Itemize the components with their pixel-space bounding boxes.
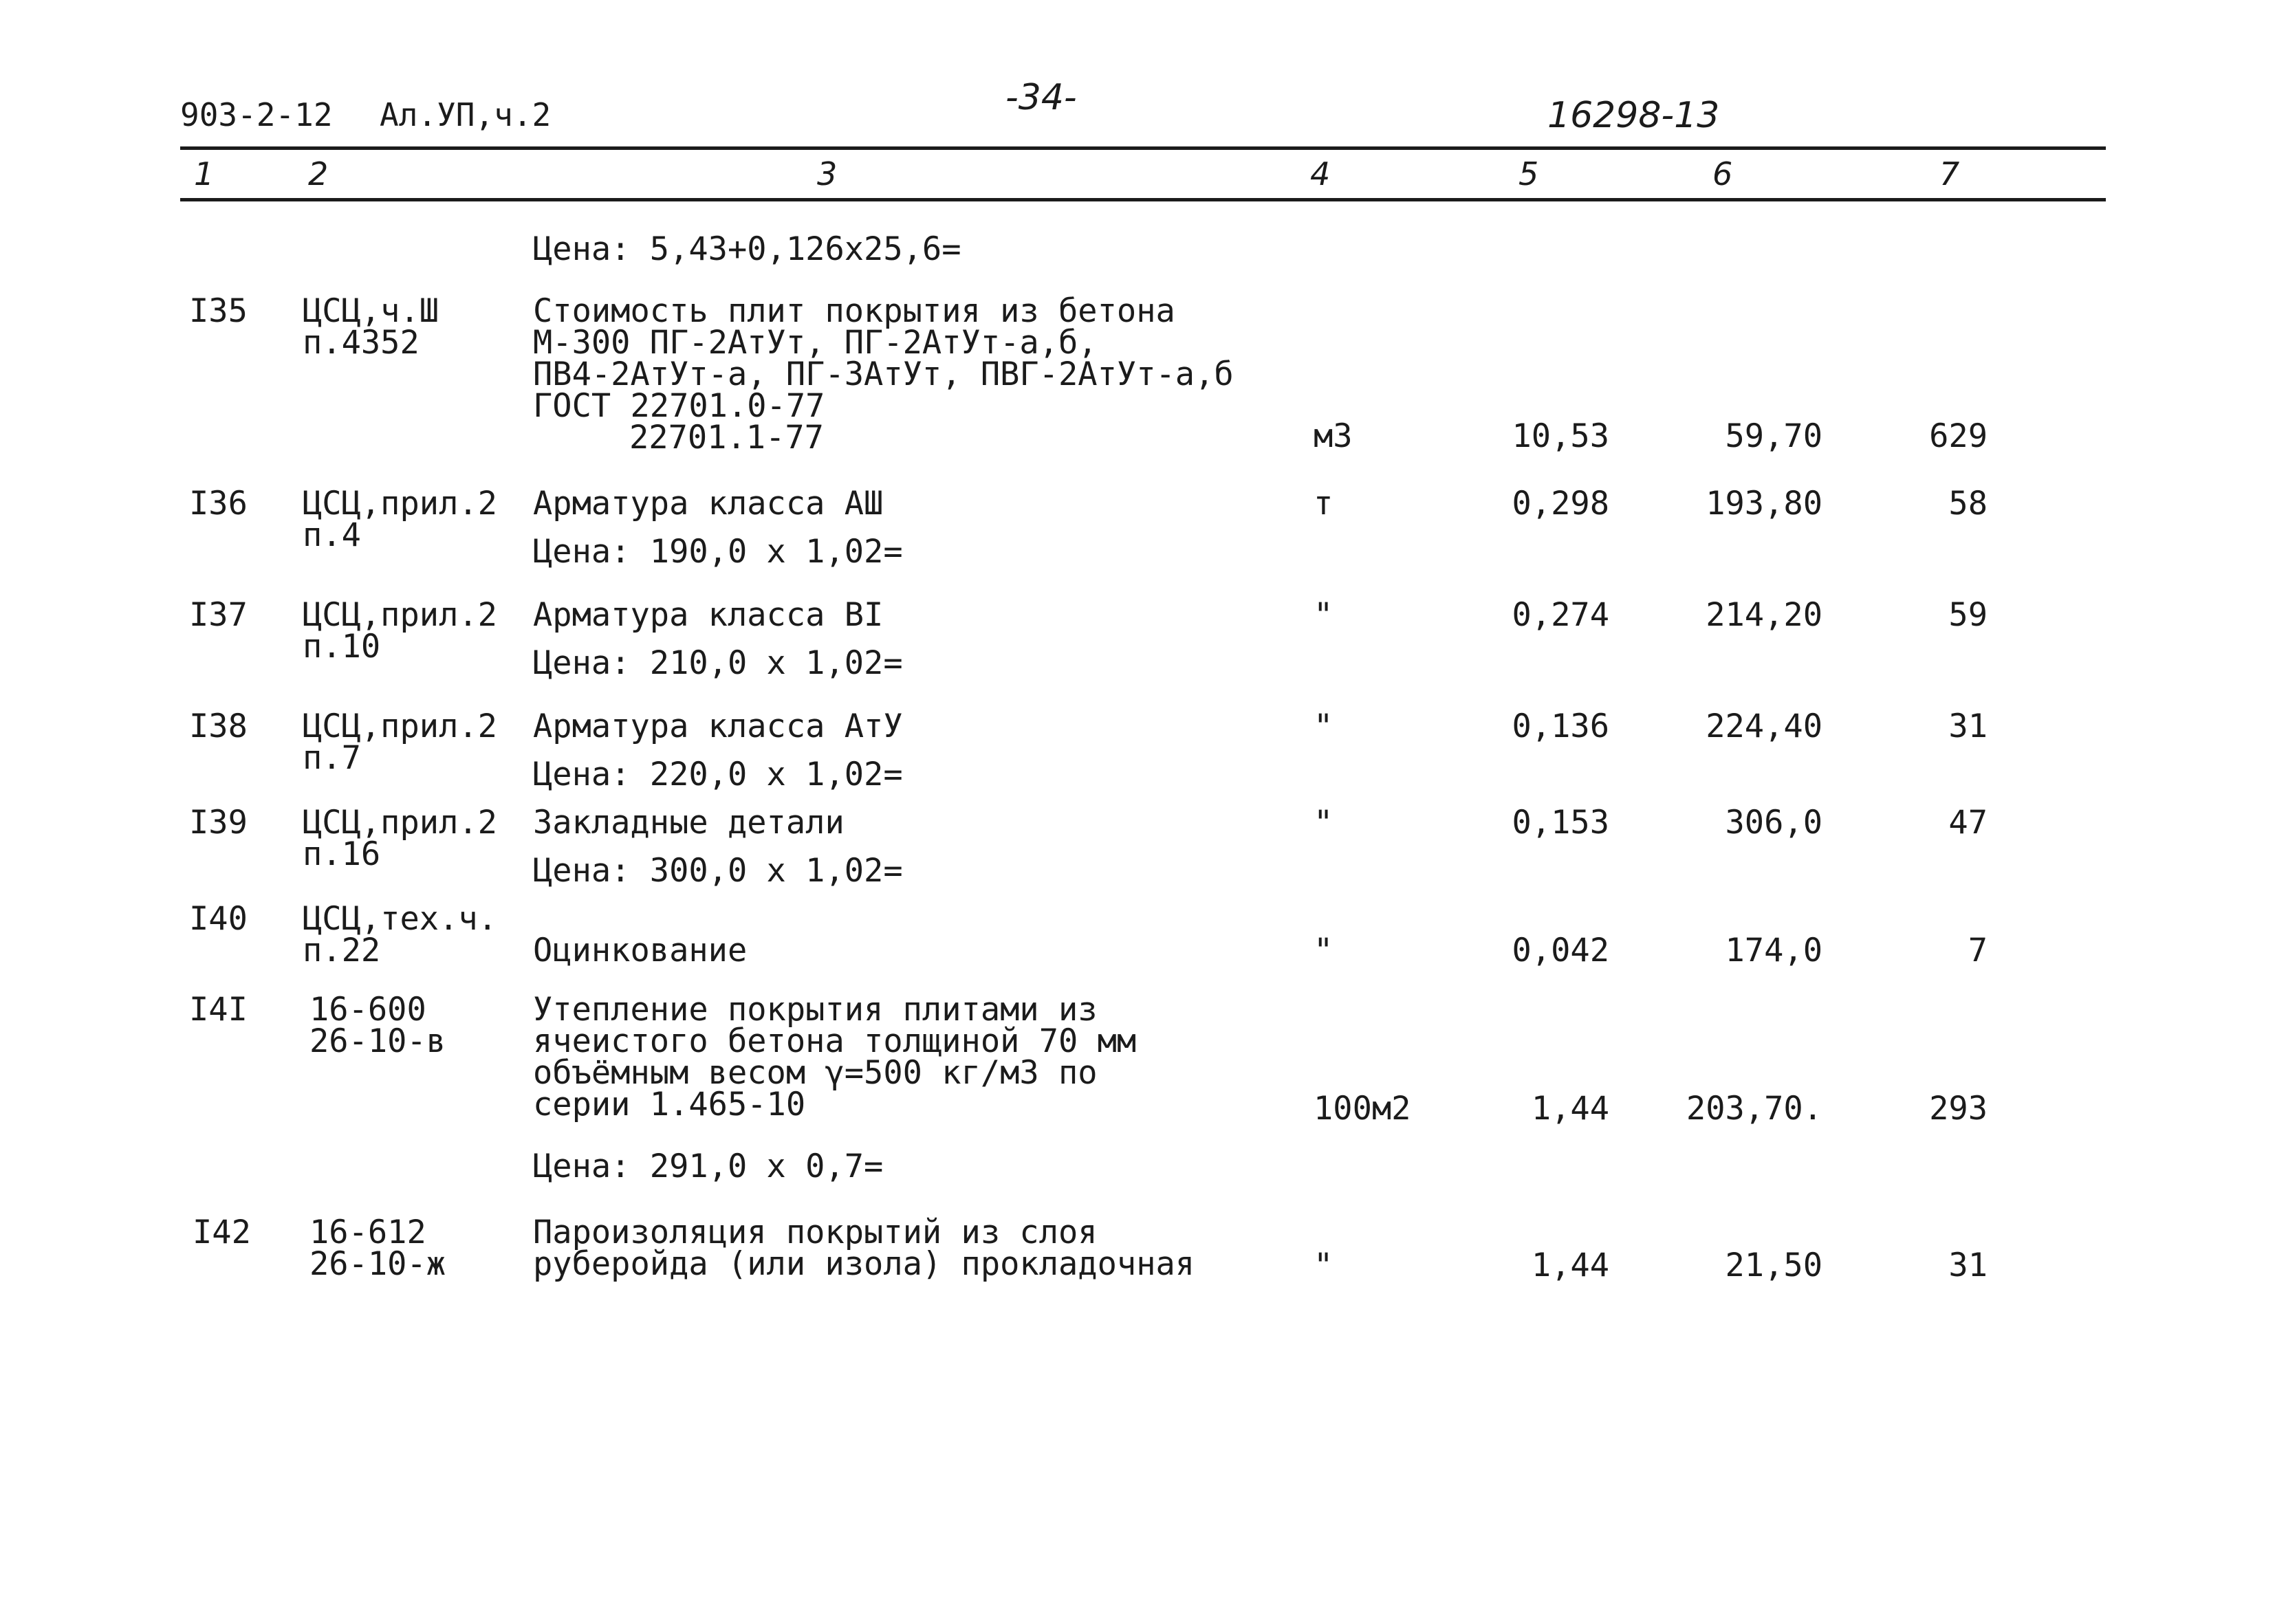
row-description: Арматура класса АтУ: [533, 707, 903, 745]
quantity: 1,44: [1531, 1090, 1609, 1128]
unit-price: 214,20: [1706, 596, 1822, 634]
quantity: 0,274: [1512, 596, 1609, 634]
description-line: Пароизоляция покрытий из слоя: [533, 1214, 1098, 1251]
quantity: 0,153: [1512, 804, 1609, 842]
code-line: п.4352: [303, 324, 420, 362]
unit-price: 306,0: [1725, 804, 1822, 842]
code-line: 16-600: [309, 991, 426, 1029]
description-line: руберойда (или изола) прокладочная: [533, 1245, 1195, 1283]
page-number: -34-: [1005, 77, 1077, 118]
quantity: 0,042: [1512, 932, 1609, 969]
description-line: ячеистого бетона толщиной 70 мм: [533, 1022, 1137, 1060]
code-line: ЦСЦ,прил.2: [303, 485, 497, 523]
row-number: I4I: [189, 991, 248, 1029]
code-line: 26-10-ж: [309, 1245, 446, 1283]
unit-price: 174,0: [1725, 932, 1822, 969]
row-code: [309, 1214, 446, 1283]
code-line: п.22: [303, 932, 381, 969]
quantity: 0,298: [1512, 485, 1609, 523]
unit-price: 193,80: [1706, 485, 1822, 523]
code-line: п.10: [303, 628, 381, 666]
description-line: М-300 ПГ-2АтУт, ПГ-2АтУт-а,б,: [533, 324, 1098, 362]
description-line: ГОСТ 22701.0-77: [533, 387, 825, 425]
quantity: 1,44: [1531, 1247, 1609, 1284]
code-line: п.4: [303, 516, 361, 554]
total-cost: 31: [1948, 707, 1988, 745]
row-code: [303, 804, 497, 873]
row-number: I40: [189, 900, 248, 938]
ditto-mark: ": [1314, 804, 1334, 842]
document-code: 903-2-12: [180, 96, 333, 133]
row-number: I36: [189, 485, 248, 523]
row-number: I38: [189, 707, 248, 745]
unit-price: 21,50: [1725, 1247, 1822, 1284]
code-line: 16-612: [309, 1214, 426, 1251]
ditto-mark: ": [1314, 596, 1334, 634]
column-number-4: 4: [1310, 155, 1331, 193]
unit: 100м2: [1314, 1090, 1411, 1128]
description-line: 22701.1-77: [629, 419, 824, 457]
total-cost: 629: [1929, 417, 1988, 455]
price-note: Цена: 300,0 х 1,02=: [533, 852, 903, 890]
code-line: п.16: [303, 835, 381, 873]
code-line: ЦСЦ,ч.Ш: [303, 292, 439, 330]
ditto-mark: ": [1314, 707, 1334, 745]
unit: т: [1314, 485, 1334, 523]
row-code: [309, 991, 446, 1060]
total-cost: 7: [1968, 932, 1988, 969]
header-bottom-rule: [180, 198, 2106, 201]
code-line: п.7: [303, 739, 361, 777]
description-line: объёмным весом γ=500 кг/м3 по: [533, 1054, 1098, 1092]
row-code: [303, 596, 497, 666]
column-number-2: 2: [308, 155, 329, 193]
column-number-7: 7: [1939, 155, 1960, 193]
unit-price: 203,70.: [1686, 1090, 1822, 1128]
row-code: [303, 707, 497, 777]
ditto-mark: ": [1314, 1247, 1334, 1284]
row-description: Оцинкование: [533, 932, 748, 969]
total-cost: 58: [1948, 485, 1988, 523]
total-cost: 47: [1948, 804, 1988, 842]
code-line: ЦСЦ,прил.2: [303, 804, 497, 842]
unit-price: 224,40: [1706, 707, 1822, 745]
row-description: Арматура класса АШ: [533, 485, 884, 523]
header-top-rule: [180, 146, 2106, 150]
total-cost: 59: [1948, 596, 1988, 634]
row-number: I37: [189, 596, 248, 634]
price-note: Цена: 210,0 х 1,02=: [533, 644, 903, 682]
ditto-mark: ": [1314, 932, 1334, 969]
code-line: 26-10-в: [309, 1022, 446, 1060]
row-description: [533, 991, 1137, 1123]
description-line: Стоимость плит покрытия из бетона: [533, 292, 1175, 330]
unit-price: 59,70: [1725, 417, 1822, 455]
unit: м3: [1314, 417, 1353, 455]
row-code: [303, 900, 497, 969]
inventory-number: 16298-13: [1547, 95, 1720, 136]
price-note: Цена: 291,0 х 0,7=: [533, 1148, 884, 1185]
row-code: [303, 292, 439, 362]
row-number: I42: [193, 1214, 251, 1251]
price-note: Цена: 220,0 х 1,02=: [533, 756, 903, 793]
row-number: I35: [189, 292, 248, 330]
column-number-1: 1: [194, 155, 215, 193]
column-number-5: 5: [1519, 155, 1539, 193]
column-number-6: 6: [1712, 155, 1733, 193]
continuation-price: Цена: 5,43+0,126х25,6=: [533, 230, 961, 268]
row-description: Закладные детали: [533, 804, 845, 842]
description-line: Утепление покрытия плитами из: [533, 991, 1098, 1029]
album-reference: Ал.УП,ч.2: [380, 96, 552, 133]
total-cost: 293: [1929, 1090, 1988, 1128]
row-description: [533, 292, 1234, 457]
row-description: [533, 1214, 1195, 1283]
quantity: 0,136: [1512, 707, 1609, 745]
description-line: серии 1.465-10: [533, 1086, 806, 1123]
row-description: Арматура класса BI: [533, 596, 884, 634]
column-number-3: 3: [817, 155, 838, 193]
description-line: ПВ4-2АтУт-а, ПГ-3АтУт, ПВГ-2АтУт-а,б: [533, 355, 1234, 393]
code-line: ЦСЦ,тех.ч.: [303, 900, 497, 938]
code-line: ЦСЦ,прил.2: [303, 707, 497, 745]
row-number: I39: [189, 804, 248, 842]
total-cost: 31: [1948, 1247, 1988, 1284]
code-line: ЦСЦ,прил.2: [303, 596, 497, 634]
quantity: 10,53: [1512, 417, 1609, 455]
row-code: [303, 485, 497, 554]
price-note: Цена: 190,0 х 1,02=: [533, 533, 903, 571]
